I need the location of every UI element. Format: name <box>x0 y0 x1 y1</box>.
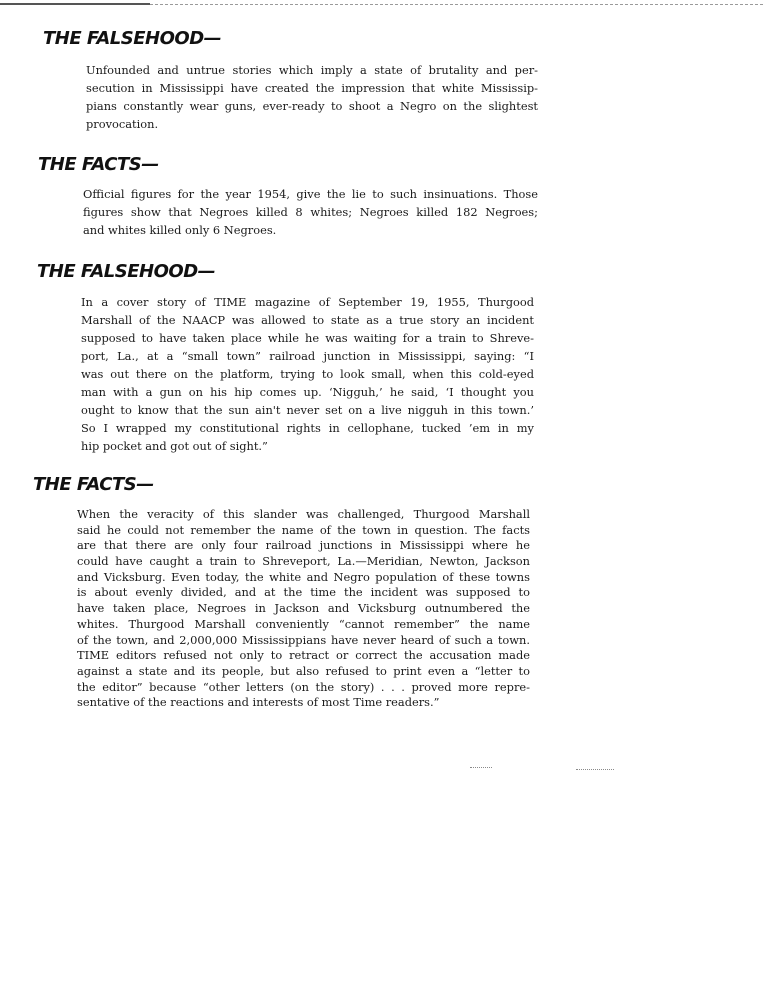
text-line: Official figures for the year 1954, give the lie to such insinuations. Those <box>83 187 538 201</box>
facts-1-paragraph <box>83 185 538 239</box>
text-line: Marshall of the NAACP was allowed to state as a true story an incident <box>81 313 534 327</box>
falsehood-1-paragraph <box>86 61 538 133</box>
facts-2-paragraph <box>77 507 530 711</box>
text-line: could have caught a train to Shreveport, La.—Meridian, Newton, Jackson <box>77 554 530 569</box>
text-line: port, La., at a “small town” railroad junction in Mississippi, saying: “I <box>81 349 534 363</box>
text-line: hip pocket and got out of sight.” <box>81 439 268 453</box>
text-line: secution in Mississippi have created the impression that white Mississip- <box>86 81 538 95</box>
text-line: and whites killed only 6 Negroes. <box>83 223 277 237</box>
top-edge-mark <box>0 3 150 5</box>
text-line: ought to know that the sun ain't never set on a live nigguh in this town.’ <box>81 403 534 417</box>
section-heading-facts-2: THE FACTS— <box>33 474 154 495</box>
text-line: said he could not remember the name of the town in question. The facts <box>77 522 530 537</box>
text-line: is about evenly divided, and at the time the incident was supposed to <box>77 585 530 600</box>
section-heading-falsehood-2: THE FALSEHOOD— <box>37 261 216 282</box>
text-line: pians constantly wear guns, ever-ready to shoot a Negro on the slightest <box>86 99 538 113</box>
text-line: whites. Thurgood Marshall conveniently “cannot remember” the name <box>77 616 530 631</box>
text-line: When the veracity of this slander was challenged, Thurgood Marshall <box>77 507 530 521</box>
section-heading-falsehood-1: THE FALSEHOOD— <box>43 28 222 49</box>
text-line: provocation. <box>86 117 159 131</box>
text-line: and Vicksburg. Even today, the white and Negro population of these towns <box>77 569 530 584</box>
text-line: sentative of the reactions and interests of most Time readers.” <box>77 695 440 710</box>
text-line: supposed to have taken place while he was waiting for a train to Shreve- <box>81 331 534 345</box>
scan-speck <box>470 767 492 768</box>
text-line: have taken place, Negroes in Jackson and Vicksburg outnumbered the <box>77 601 530 616</box>
text-line: was out there on the platform, trying to look small, when this cold-eyed <box>81 367 534 381</box>
text-line: In a cover story of TIME magazine of September 19, 1955, Thurgood <box>81 295 534 309</box>
text-line: against a state and its people, but also refused to print even a “letter to <box>77 663 530 678</box>
text-line: Unfounded and untrue stories which imply a state of brutality and per- <box>86 63 538 77</box>
text-line: the editor” because “other letters (on the story) . . . proved more repre- <box>77 679 530 694</box>
text-line: of the town, and 2,000,000 Mississippians have never heard of such a town. <box>77 632 530 647</box>
text-line: man with a gun on his hip comes up. ‘Nigguh,’ he said, ‘I thought you <box>81 385 534 399</box>
falsehood-2-paragraph <box>81 293 534 455</box>
section-heading-facts-1: THE FACTS— <box>38 154 159 175</box>
text-line: figures show that Negroes killed 8 whites; Negroes killed 182 Negroes; <box>83 205 538 219</box>
text-line: TIME editors refused not only to retract or correct the accusation made <box>77 648 530 663</box>
text-line: are that there are only four railroad junctions in Mississippi where he <box>77 538 530 553</box>
scan-speck <box>576 769 614 770</box>
text-line: So I wrapped my constitutional rights in cellophane, tucked ’em in my <box>81 421 534 435</box>
